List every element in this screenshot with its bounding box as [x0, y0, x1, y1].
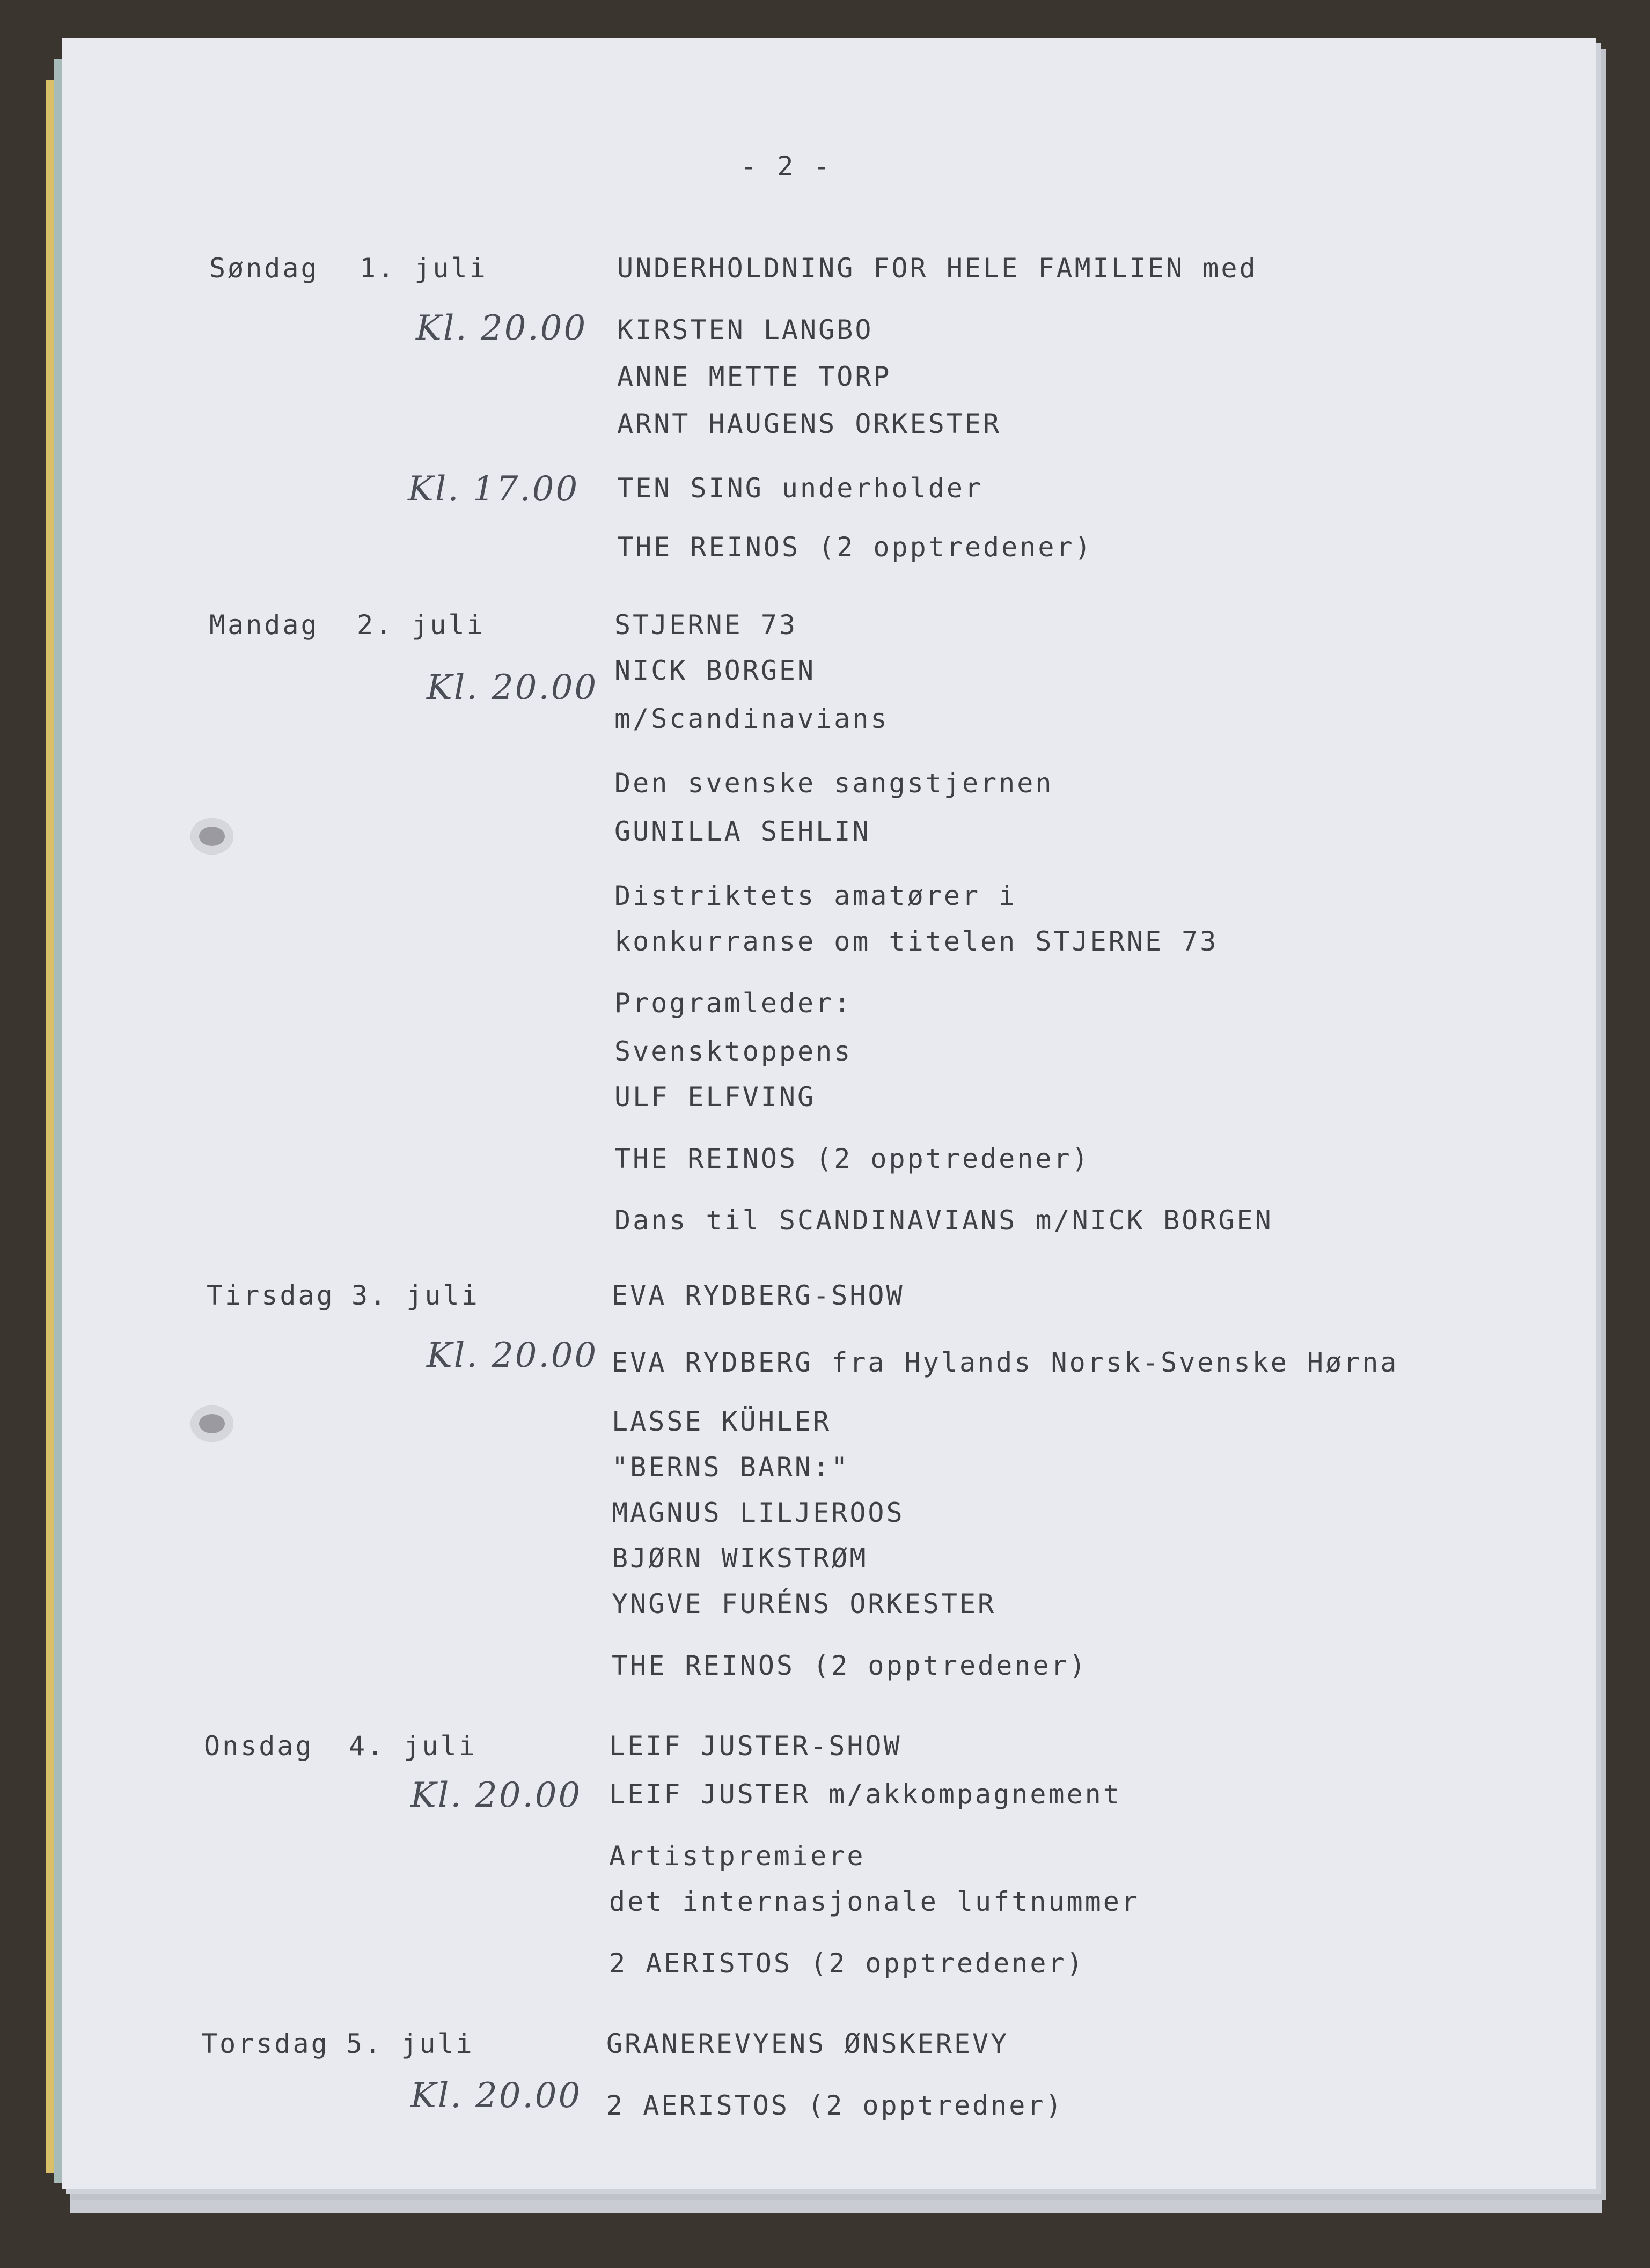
date-label: 1. juli: [360, 253, 488, 284]
program-line: UNDERHOLDNING FOR HELE FAMILIEN med: [617, 253, 1258, 284]
day-label: Søndag: [209, 253, 319, 284]
program-line: ARNT HAUGENS ORKESTER: [617, 408, 1002, 439]
program-line: EVA RYDBERG-SHOW: [612, 1280, 905, 1311]
program-line: KIRSTEN LANGBO: [617, 314, 874, 345]
page-number: - 2 -: [740, 151, 832, 182]
program-line: LEIF JUSTER m/akkompagnement: [609, 1779, 1121, 1810]
document-page: [62, 38, 1596, 2189]
program-line: THE REINOS (2 opptredener): [612, 1650, 1088, 1681]
program-line: YNGVE FURÉNS ORKESTER: [612, 1588, 996, 1619]
handwritten-time: Kl. 20.00: [410, 1776, 582, 1815]
program-line: LASSE KÜHLER: [612, 1406, 832, 1437]
date-label: 2. juli: [357, 609, 485, 640]
program-line: ULF ELFVING: [614, 1081, 816, 1113]
program-line: GUNILLA SEHLIN: [614, 816, 871, 847]
program-line: BJØRN WIKSTRØM: [612, 1543, 868, 1574]
program-line: 2 AERISTOS (2 opptredner): [606, 2090, 1064, 2121]
program-line: MAGNUS LILJEROOS: [612, 1497, 905, 1528]
program-line: Programleder:: [614, 988, 853, 1019]
date-label: 3. juli: [351, 1280, 480, 1311]
program-line: NICK BORGEN: [614, 655, 816, 686]
program-line: GRANEREVYENS ØNSKEREVY: [606, 2028, 1009, 2059]
program-line: "BERNS BARN:": [612, 1452, 850, 1483]
date-label: 4. juli: [349, 1731, 477, 1762]
punch-hole: [190, 1405, 233, 1442]
program-line: 2 AERISTOS (2 opptredener): [609, 1948, 1085, 1979]
program-line: Dans til SCANDINAVIANS m/NICK BORGEN: [614, 1205, 1273, 1236]
program-line: TEN SING underholder: [617, 473, 984, 504]
program-line: Artistpremiere: [609, 1840, 866, 1872]
day-label: Torsdag: [201, 2028, 329, 2059]
handwritten-time: Kl. 17.00: [408, 469, 580, 509]
program-line: THE REINOS (2 opptredener): [617, 532, 1093, 563]
handwritten-time: Kl. 20.00: [416, 308, 588, 348]
program-line: Den svenske sangstjernen: [614, 768, 1054, 799]
program-line: konkurranse om titelen STJERNE 73: [614, 926, 1219, 957]
handwritten-time: Kl. 20.00: [427, 1336, 598, 1375]
program-line: EVA RYDBERG fra Hylands Norsk-Svenske Hørna: [612, 1347, 1399, 1378]
punch-hole: [190, 818, 233, 855]
program-line: STJERNE 73: [614, 609, 798, 640]
program-line: THE REINOS (2 opptredener): [614, 1143, 1090, 1174]
program-line: det internasjonale luftnummer: [609, 1886, 1140, 1917]
program-line: Svensktoppens: [614, 1036, 853, 1067]
program-line: Distriktets amatører i: [614, 880, 1017, 911]
program-line: LEIF JUSTER-SHOW: [609, 1731, 902, 1762]
handwritten-time: Kl. 20.00: [427, 668, 598, 708]
handwritten-time: Kl. 20.00: [410, 2076, 582, 2116]
date-label: 5. juli: [346, 2028, 474, 2059]
day-label: Tirsdag: [207, 1280, 335, 1311]
day-label: Mandag: [209, 609, 319, 640]
program-line: ANNE METTE TORP: [617, 361, 892, 392]
program-line: m/Scandinavians: [614, 703, 889, 734]
day-label: Onsdag: [204, 1731, 314, 1762]
